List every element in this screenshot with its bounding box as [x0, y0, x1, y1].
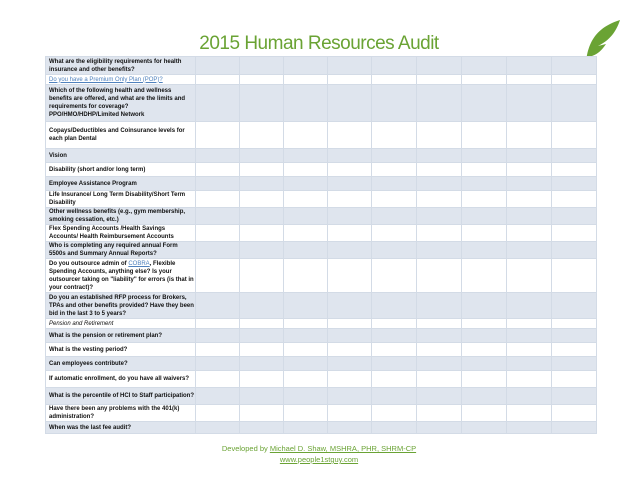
question-cell: Which of the following health and wellness benefits are offered, and what are the limits and requirements for coverage? PPO/HMO/HDHP/Limited Network: [46, 85, 196, 122]
table-row: [46, 122, 597, 149]
table-row: [46, 163, 597, 177]
question-cell: Vision: [46, 149, 196, 163]
table-row: [46, 85, 597, 122]
table-row: [46, 329, 597, 343]
author-link[interactable]: Michael D. Shaw, MSHRA, PHR, SHRM-CP: [269, 444, 417, 453]
table-row: [46, 242, 597, 259]
section-heading: Pension and Retirement: [46, 319, 196, 329]
footer: [0, 443, 638, 465]
table-row: [46, 293, 597, 319]
question-cell: Do you an established RFP process for Brokers, TPAs and other benefits provided? Have they been bid in the last 3 to 5 years?: [46, 293, 196, 319]
question-cell: What is the percentile of HCI to Staff participation?: [46, 388, 196, 405]
table-row: [46, 319, 597, 329]
question-cell: Other wellness benefits (e.g., gym membership, smoking cessation, etc.): [46, 208, 196, 225]
table-row: [46, 371, 597, 388]
table-row: [46, 388, 597, 405]
table-row: [46, 343, 597, 357]
question-cell: What is the vesting period?: [46, 343, 196, 357]
question-cell: When was the last fee audit?: [46, 422, 196, 434]
question-cell: What is the pension or retirement plan?: [46, 329, 196, 343]
question-cell: Who is completing any required annual Form 5500s and Summary Annual Reports?: [46, 242, 196, 259]
question-cell: Can employees contribute?: [46, 357, 196, 371]
table-row: [46, 75, 597, 85]
table-row: [46, 208, 597, 225]
table-row: [46, 149, 597, 163]
question-cell: Disability (short and/or long term): [46, 163, 196, 177]
pop-question-link[interactable]: Do you have a Premium Only Plan (POP)?: [46, 75, 196, 85]
question-cell: Employee Assistance Program: [46, 177, 196, 191]
table-row: [46, 405, 597, 422]
question-cell: Have there been any problems with the 401(k) administration?: [46, 405, 196, 422]
cobra-link[interactable]: COBRA: [128, 260, 150, 267]
table-row: [46, 422, 597, 434]
table-row: [46, 225, 597, 242]
audit-table: [45, 56, 597, 434]
question-cell: If automatic enrollment, do you have all waivers?: [46, 371, 196, 388]
question-cell: Flex Spending Accounts /Health Savings Accounts/ Health Reimbursement Accounts: [46, 225, 196, 242]
question-cell: Life Insurance/ Long Term Disability/Short Term Disability: [46, 191, 196, 208]
table-row: [46, 57, 597, 75]
table-row: [46, 191, 597, 208]
table-row: [46, 177, 597, 191]
question-cell: What are the eligibility requirements for health insurance and other benefits?: [46, 57, 196, 75]
question-cell: Copays/Deductibles and Coinsurance levels for each plan Dental: [46, 122, 196, 149]
footer-credit: Developed by Michael D. Shaw, MSHRA, PHR, SHRM-CP: [221, 444, 417, 453]
table-row: [46, 357, 597, 371]
page-title: 2015 Human Resources Audit: [199, 33, 439, 54]
website-link[interactable]: www.people1stguy.com: [279, 455, 359, 464]
table-row: [46, 259, 597, 293]
question-cell: Do you outsource admin of COBRA, Flexible Spending Accounts, anything else? Is your outsourcer taking on "liability" for errors (is that in your contract)?: [46, 259, 196, 293]
